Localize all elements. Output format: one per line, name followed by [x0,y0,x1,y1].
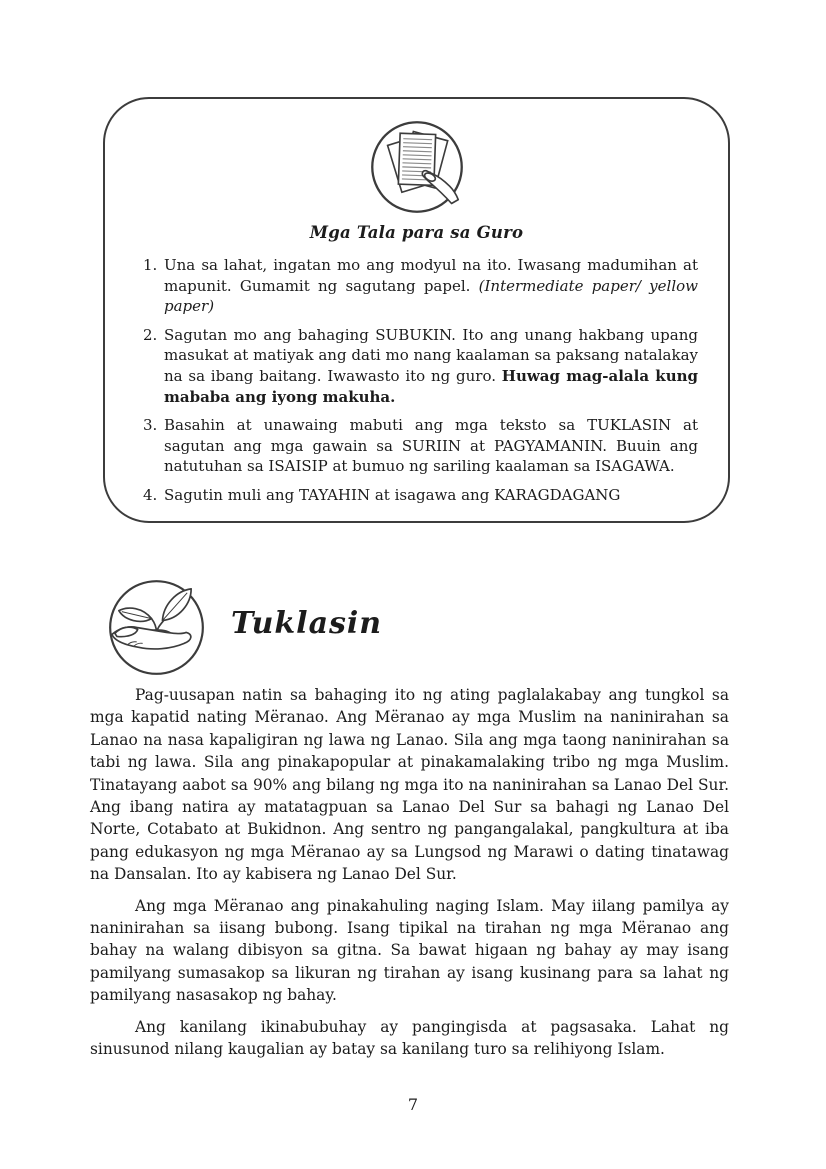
notes-box-title: Mga Tala para sa Guro [309,223,524,242]
list-item-number: 1. [143,256,158,274]
teacher-notes-box [103,97,730,523]
list-item [143,255,698,317]
section-title: Tuklasin [231,606,383,641]
page-number: 7 [407,1095,419,1114]
papers-in-hand-icon [369,119,465,215]
list-item [143,485,698,506]
paragraph: Ang mga Mëranao ang pinakahuling naging Islam. May iilang pamilya ay naninirahan sa iisang bubong. Isang tipikal na tirahan ng mga Mëranao ang bahay na walang dibisyon sa gitna. Sa bawat higaan ng bahay ay may isang pamilyang sumasakop sa likuran ng tirahan ay isang kusinang para sa lahat ng pamilyang nasasakop ng bahay. [90,896,729,1005]
list-item-text-main: Sagutin muli ang TAYAHIN at isagawa ang KARAGDAGANG [164,485,621,504]
hand-holding-sprout-icon [107,578,206,677]
notes-list [105,255,728,506]
section-body [90,684,729,1070]
list-item [143,325,698,407]
list-item-text [164,485,698,506]
paragraph: Ang kanilang ikinabubuhay ay pangingisda at pagsasaka. Lahat ng sinusunod nilang kaugalian ay batay sa kanilang turo sa relihiyong Islam. [90,1017,729,1059]
list-item-text [164,415,698,477]
paragraph: Pag-uusapan natin sa bahaging ito ng ating paglalakabay ang tungkol sa mga kapatid nating Mëranao. Ang Mëranao ay mga Muslim na naninirahan sa Lanao na nasa kapaligiran ng lawa ng Lanao. Sila ang mga taong naninirahan sa tabi ng lawa. Sila ang pinakapopular at pinakamalaking tribo ng mga Muslim. Tinatayang aabot sa 90% ang bilang ng mga ito na naninirahan sa Lanao Del Sur. Ang ibang natira ay matatagpuan sa Lanao Del Sur sa bahagi ng Lanao Del Norte, Cotabato at Bukidnon. Ang sentro ng pangangalakal, pangkultura at iba pang edukasyon ng mga Mëranao ay sa Lungsod ng Marawi o dating tinatawag na Dansalan. Ito ay kabisera ng Lanao Del Sur. [90,686,729,884]
list-item [143,415,698,477]
list-item-text-main: Basahin at unawaing mabuti ang mga teksto sa TUKLASIN at sagutan ang mga gawain sa SURIIN at PAGYAMANIN. Buuin ang natutuhan sa ISAISIP at bumuo ng sariling kaalaman sa ISAGAWA. [164,416,698,476]
list-item-text [164,255,698,317]
list-item-text-main: Sagutan mo ang bahaging SUBUKIN. Ito ang unang hakbang upang masukat at matiyak ang dati mo nang kaalaman sa paksang natalakay na sa ibang baitang. Iwawasto ito ng guro. [164,325,698,385]
list-item-number: 4. [143,485,158,504]
list-item-number: 2. [143,325,158,344]
list-item-text-bold: Huwag mag-alala kung mababa ang iyong makuha. [164,366,699,406]
list-item-text [164,325,698,407]
list-item-text-main: Una sa lahat, ingatan mo ang modyul na ito. Iwasang madumihan at mapunit. Gumamit ng sagutang papel. [164,256,698,295]
list-item-number: 3. [143,416,158,435]
list-item-text-italic: (Intermediate paper/ yellow paper) [164,276,698,316]
